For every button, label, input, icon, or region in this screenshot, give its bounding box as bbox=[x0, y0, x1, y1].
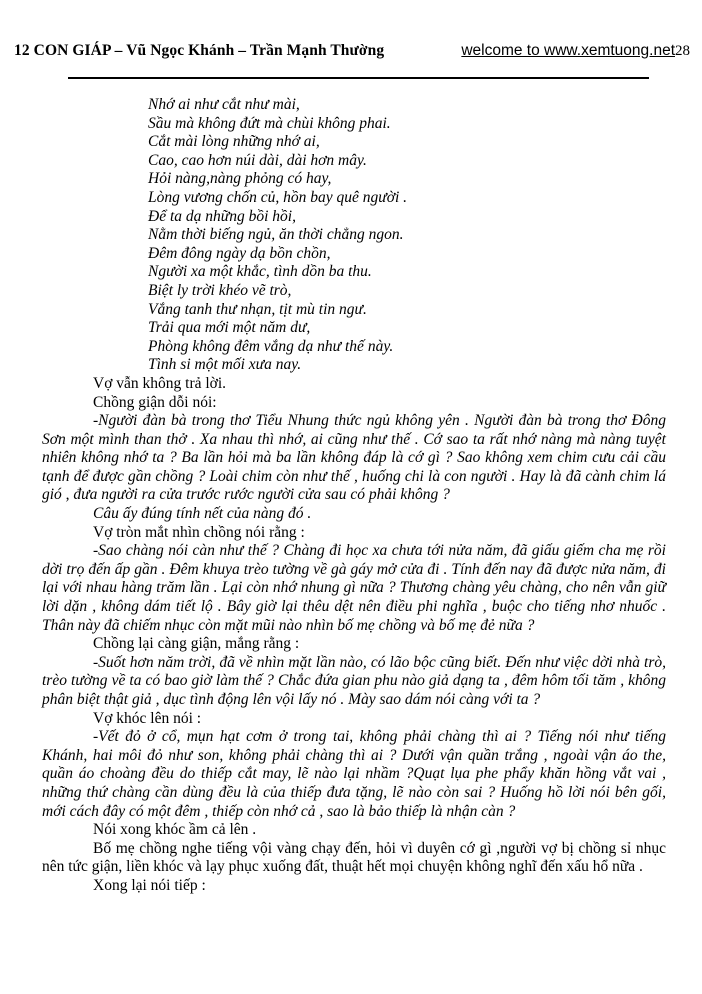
poem-line: Vắng tanh thư nhạn, tịt mù tin ngư. bbox=[148, 300, 367, 318]
poem-line: Phòng không đêm vắng dạ như thế này. bbox=[148, 337, 394, 355]
page-content bbox=[42, 96, 666, 896]
paragraph: Vợ khóc lên nói : bbox=[93, 709, 202, 727]
paragraph: -Vết đỏ ở cổ, mụn hạt cơm ở trong tai, không phải chàng thì ai ? Tiếng nói như tiếng Khánh, hai môi đỏ như son, không phải chàng thì ai ? Dưới vận quần trắng , ngoài vận áo the, quần áo choàng đều do thiếp cắt may, lẽ nào lại nhầm ?Quạt lụa phe phẩy khăn hồng vắt vai , những thứ chàng cần dùng đều là của thiếp đưa tặng, lẽ nào còn sai ? Huống hồ lời nói bên gối, mới cách đây có một đêm , thiếp còn nhớ cả , sao là bảo thiếp là nhận càn ? bbox=[42, 728, 666, 820]
paragraph: Chồng lại càng giận, mắng rằng : bbox=[93, 635, 300, 653]
paragraph: -Sao chàng nói càn như thế ? Chàng đi học xa chưa tới nửa năm, đã giấu giếm cha mẹ rồi dời trọ đến ấp gần . Đêm khuya trèo tường về gà gáy mở cửa đi . Tính đến nay đã được nửa năm, đi lại với nhau hàng trăm lần . Lại còn nhớ nhung gì nữa ? Thương chàng yêu chàng, cho nên vẫn giữ lời dặn , không dám tiết lộ . Bây giờ lại thêu dệt nên điều phi nghĩa , buộc cho tiếng nhơ nhuốc . Thân này đã chiếm nhục còn mặt mũi nào nhìn bố mẹ chồng và bố mẹ đẻ nữa ? bbox=[42, 542, 666, 634]
paragraph: -Người đàn bà trong thơ Tiểu Nhung thức ngủ không yên . Người đàn bà trong thơ Đông Sơn một mình than thở . Xa nhau thì nhớ, ai cũng như thế . Cớ sao ta rất nhớ nàng mà nàng tuyệt nhiên không nhớ ta ? Ba lần hỏi mà ba lần không đáp là cớ gì ? Sao không xem chim cưu cải cầu tạnh để được gần chồng ? Loài chim còn như thế , huống chi là con người . Hay là đã cành chim lá gió , đưa người ra cửa trước rước người cửa sau có phải không ? bbox=[42, 412, 666, 504]
poem-line: Cao, cao hơn núi dài, dài hơn mây. bbox=[148, 151, 367, 169]
paragraph: Câu ấy đúng tính nết của nàng đó . bbox=[93, 505, 312, 523]
page-number: 28 bbox=[675, 43, 690, 59]
poem-line: Sầu mà không đứt mà chùi không phai. bbox=[148, 114, 391, 132]
page-header bbox=[14, 42, 690, 60]
poem-block bbox=[148, 96, 666, 375]
paragraph: Vợ vẫn không trả lời. bbox=[93, 374, 227, 392]
poem-line: Nằm thời biếng ngủ, ăn thời chẳng ngon. bbox=[148, 226, 404, 244]
poem-line: Để ta dạ những bồi hồi, bbox=[148, 207, 296, 225]
paragraph: -Suốt hơn năm trời, đã về nhìn mặt lần nào, có lão bộc cũng biết. Đến như việc dời nhà trò, trèo tường về ta có bao giờ làm thế ? Chắc đứa gian phu nào giả dạng ta , đêm hôm tối tăm , không phân biệt thật giả , dục tình động lên vội lấy nó . Mày sao dám nói càng với ta ? bbox=[42, 653, 666, 708]
paragraph: Bố mẹ chồng nghe tiếng vội vàng chạy đến, hỏi vì duyên cớ gì ,người vợ bị chồng sỉ nhục nên tức giận, liền khóc và lạy phục xuống đất, thuật hết mọi chuyện không nghĩ đến xấu hổ nữa . bbox=[42, 839, 666, 876]
poem-line: Người xa một khắc, tình dồn ba thu. bbox=[148, 263, 372, 281]
poem-line: Lòng vương chốn củ, hồn bay quê người . bbox=[148, 188, 408, 206]
paragraph: Xong lại nói tiếp : bbox=[93, 876, 206, 894]
poem-line: Hỏi nàng,nàng phỏng có hay, bbox=[148, 170, 332, 188]
paragraph: Vợ tròn mắt nhìn chồng nói rằng : bbox=[93, 523, 305, 541]
header-right bbox=[461, 42, 690, 60]
header-divider bbox=[68, 77, 649, 79]
story-text bbox=[42, 375, 666, 896]
poem-line: Đêm đông ngày dạ bồn chồn, bbox=[148, 244, 331, 262]
poem-line: Cắt mài lòng những nhớ ai, bbox=[148, 133, 320, 151]
paragraph: Nói xong khóc ầm cả lên . bbox=[93, 821, 257, 839]
poem-line: Biệt ly trời khéo vẽ trò, bbox=[148, 281, 292, 299]
poem-line: Trải qua mới một năm dư, bbox=[148, 319, 311, 337]
book-title: 12 CON GIÁP – Vũ Ngọc Khánh – Trần Mạnh Thường bbox=[14, 42, 385, 59]
website-link[interactable]: welcome to www.xemtuong.net bbox=[461, 42, 675, 59]
poem-line: Tình si một mối xưa nay. bbox=[148, 356, 302, 374]
poem-line: Nhớ ai như cắt như mài, bbox=[148, 96, 300, 113]
paragraph: Chồng giận dỗi nói: bbox=[93, 393, 217, 411]
